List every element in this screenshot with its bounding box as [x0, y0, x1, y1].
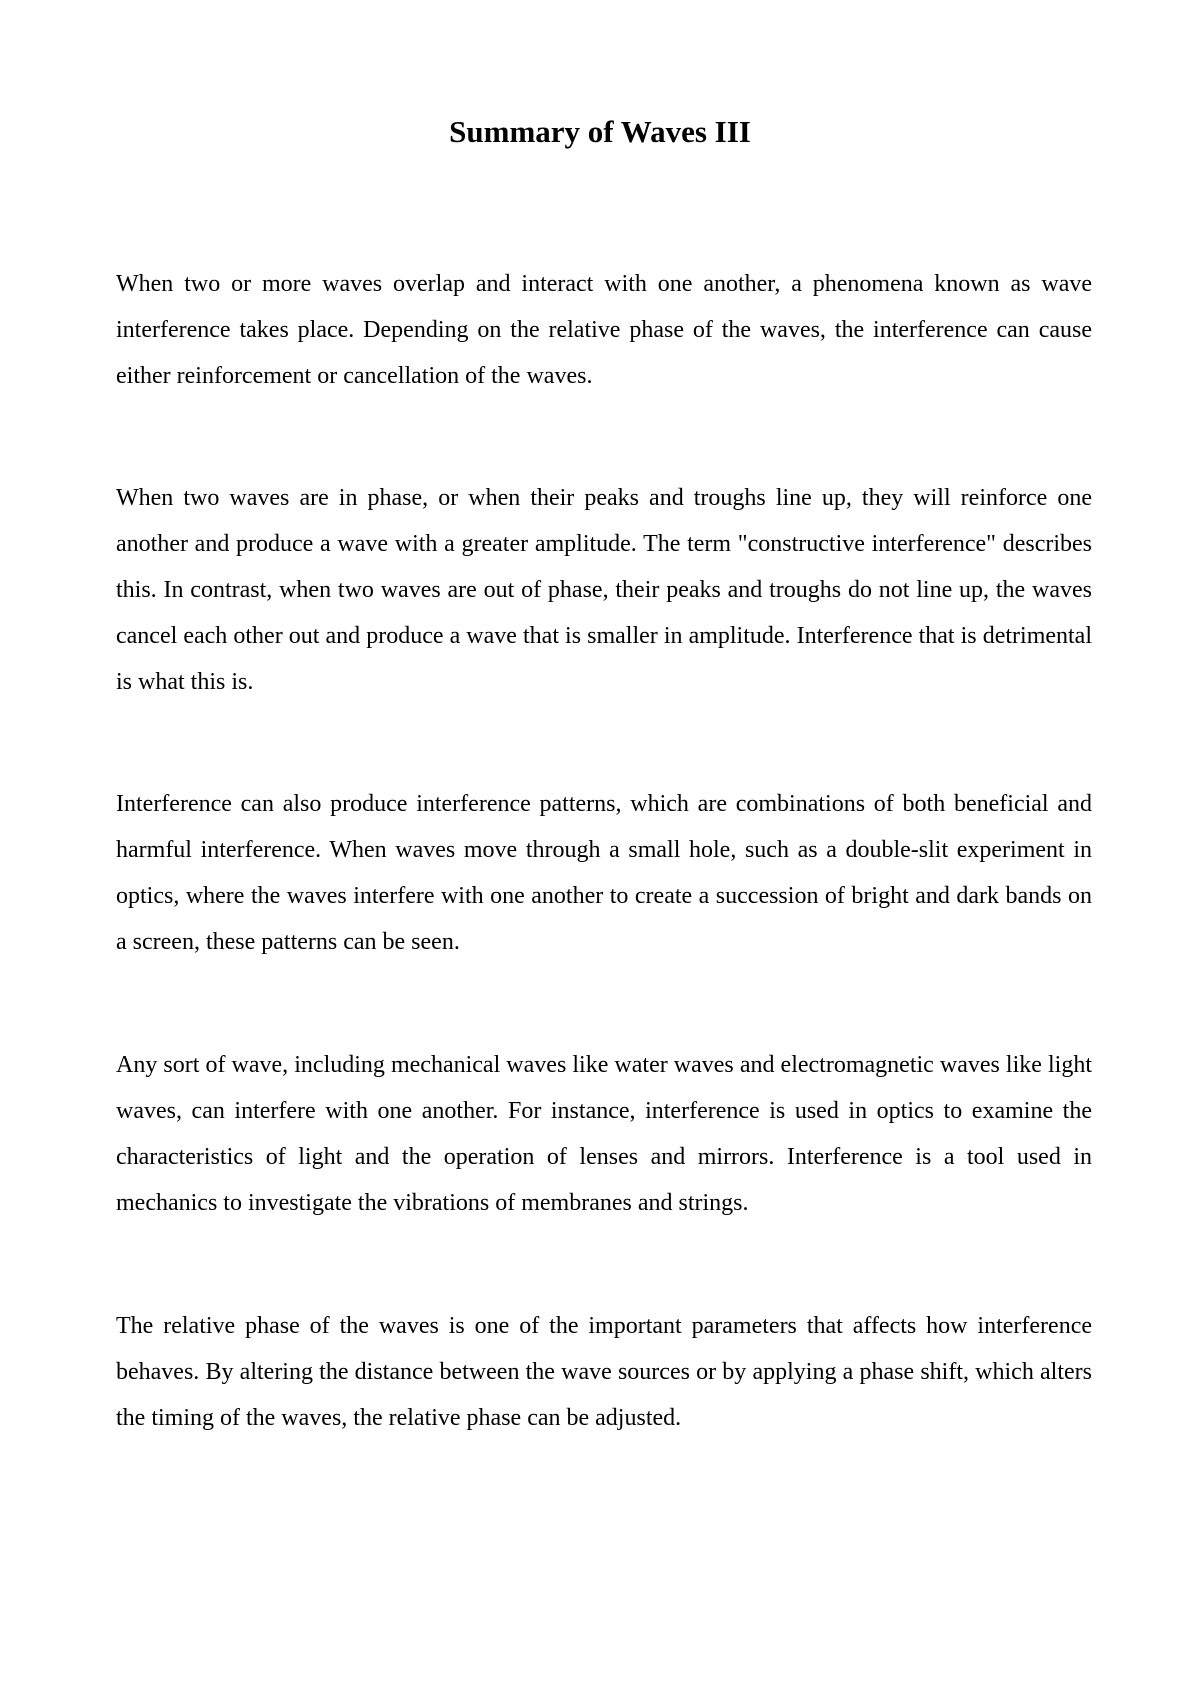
paragraph-constructive-destructive: When two waves are in phase, or when their peaks and troughs line up, they will reinforce one another and produce a wave with a greater amplitude. The term "constructive interference" describes this. In contrast, when two waves are out of phase, their peaks and troughs do not line up, the waves cancel each other out and produce a wave that is smaller in amplitude. Interference that is detrimental is what this is. [116, 485, 1092, 695]
paragraph-interference-patterns: Interference can also produce interference patterns, which are combinations of both beneficial and harmful interference. When waves move through a small hole, such as a double-slit experiment in optics, where the waves interfere with one another to create a succession of bright and dark bands on a screen, these patterns can be seen. [116, 791, 1092, 955]
paragraph-relative-phase: The relative phase of the waves is one of the important parameters that affects how interference behaves. By altering the distance between the wave sources or by applying a phase shift, which alters the timing of the waves, the relative phase can be adjusted. [116, 1313, 1092, 1431]
document-title: Summary of Waves III [449, 114, 751, 149]
paragraph-wave-interference-intro: When two or more waves overlap and interact with one another, a phenomena known as wave interference takes place. Depending on the relative phase of the waves, the interference can cause either reinforcement or cancellation of the waves. [116, 271, 1092, 389]
paragraph-types-of-waves: Any sort of wave, including mechanical waves like water waves and electromagnetic waves like light waves, can interfere with one another. For instance, interference is used in optics to examine the characteristics of light and the operation of lenses and mirrors. Interference is a tool used in mechanics to investigate the vibrations of membranes and strings. [116, 1052, 1092, 1216]
